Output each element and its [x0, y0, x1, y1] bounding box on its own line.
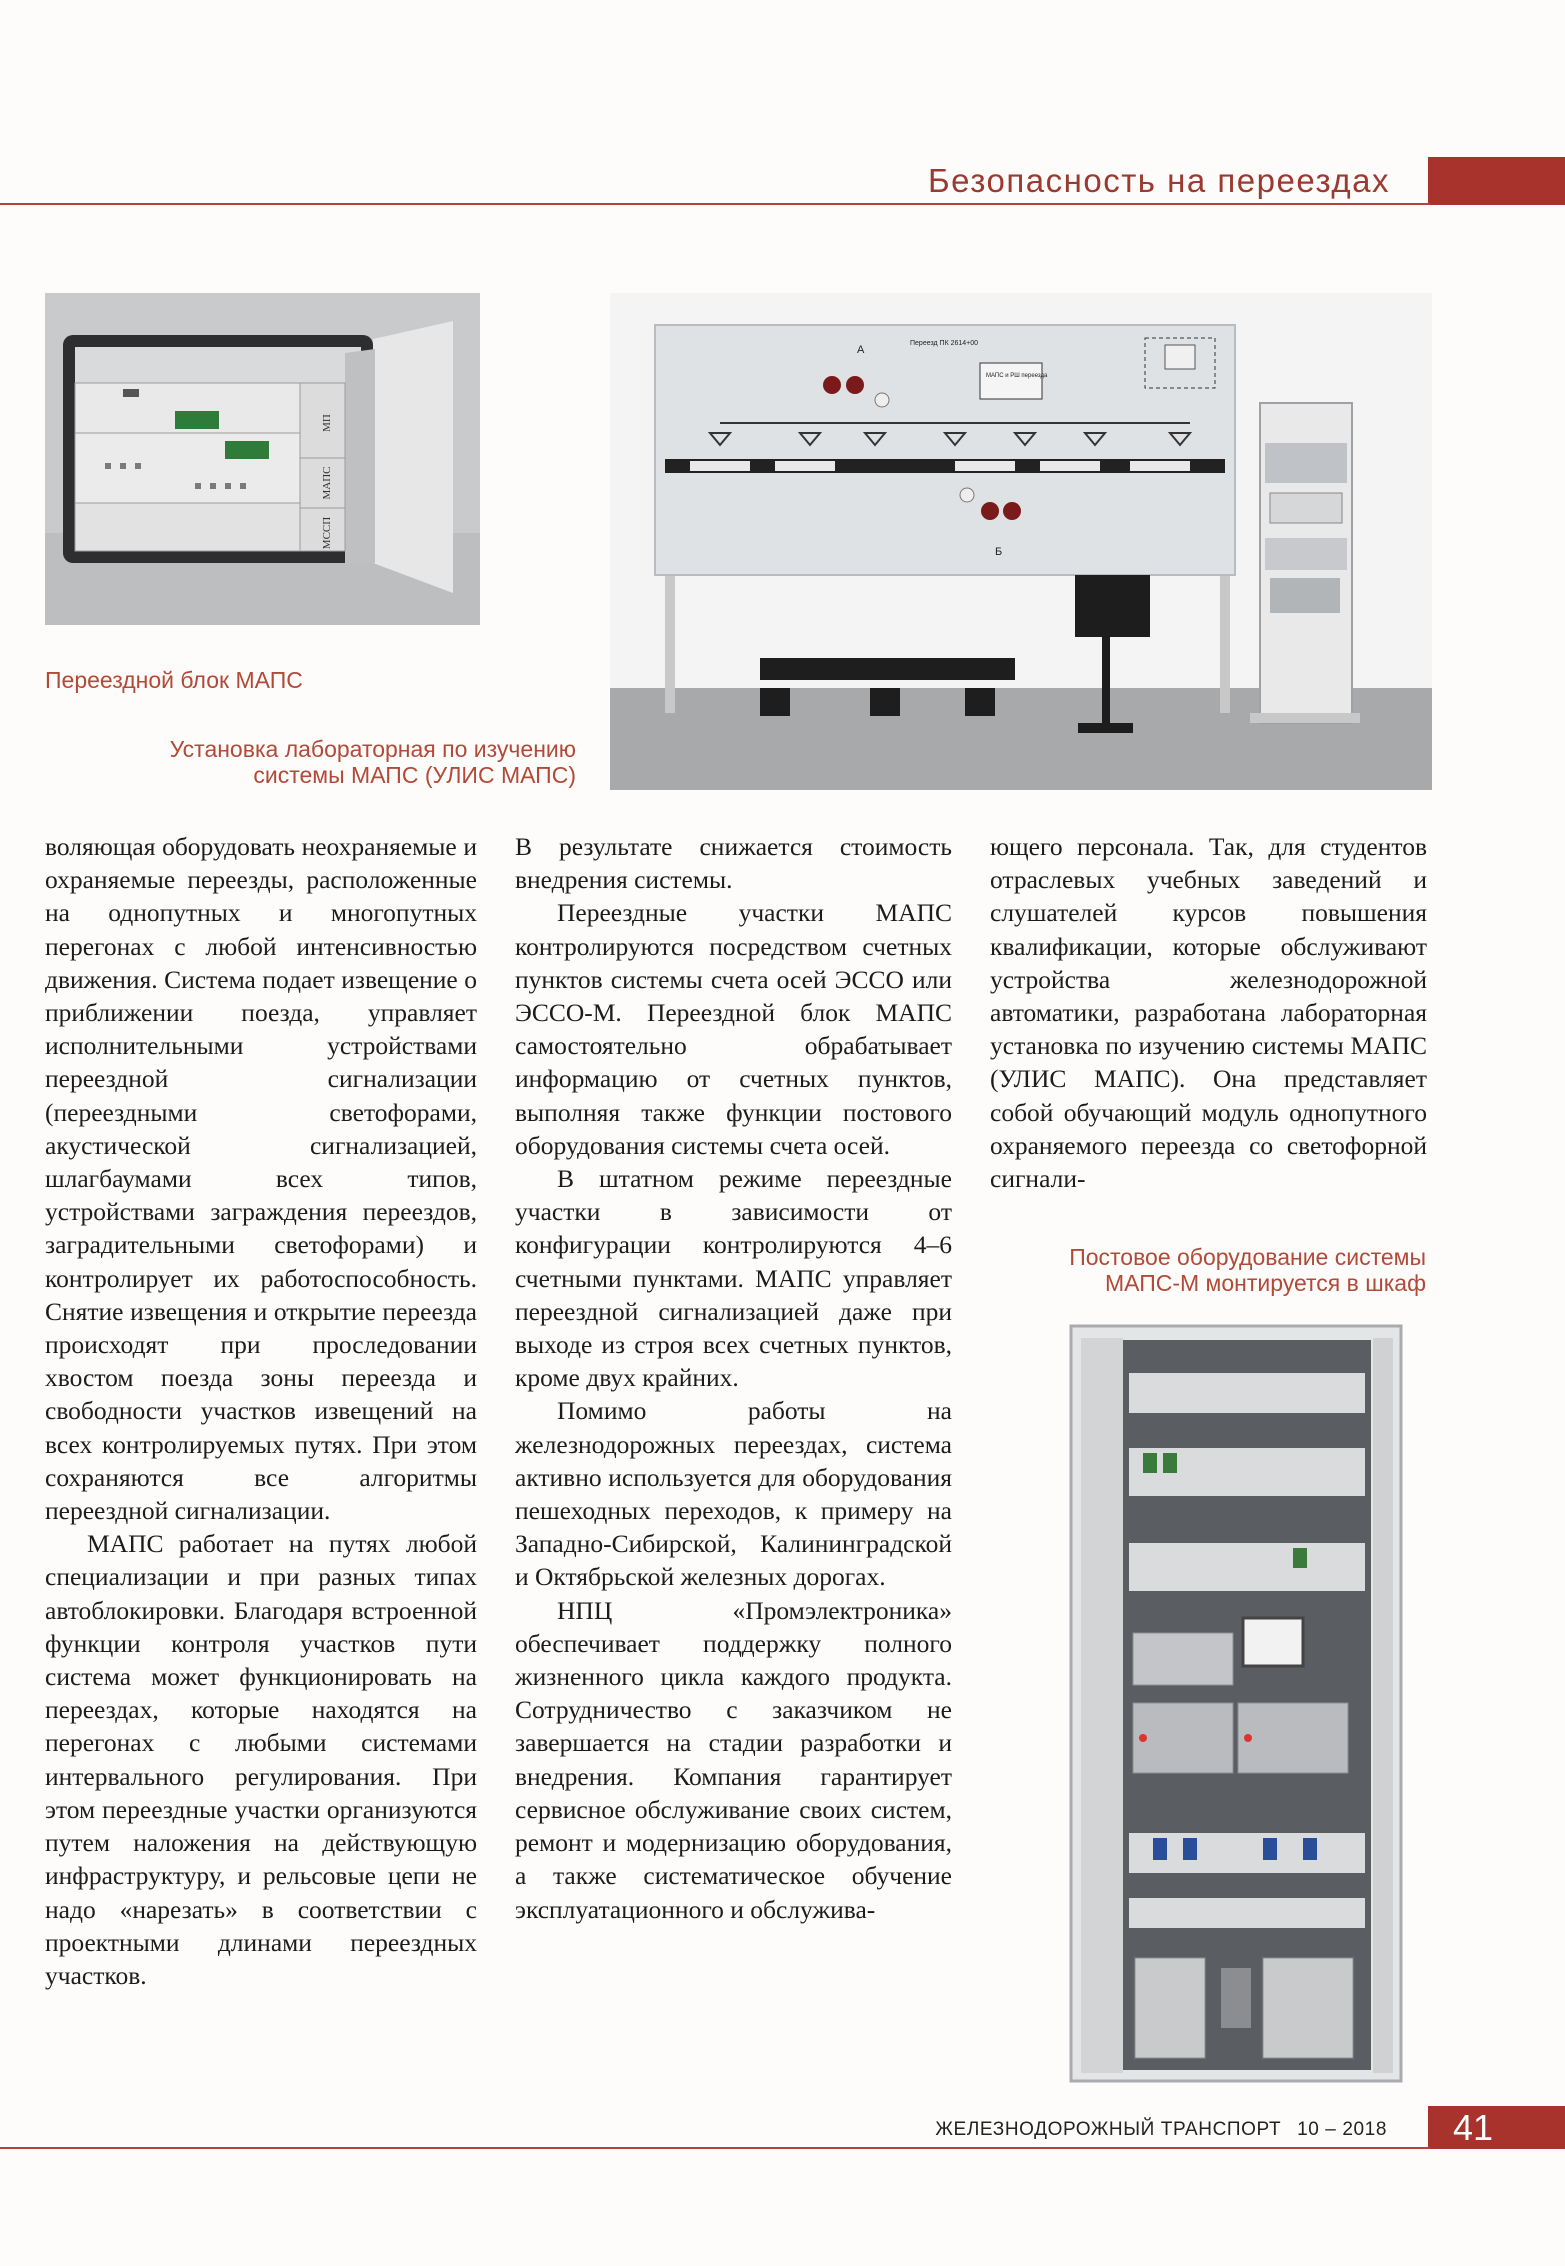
header-rule [0, 203, 1430, 205]
journal-issue: 10 – 2018 [1297, 2119, 1387, 2140]
block-label-mssp: МССП [321, 516, 333, 550]
text-column-2 [515, 830, 952, 1926]
block-label-mp: МП [321, 414, 333, 432]
col2-paragraph-4: Помимо работы на железнодорожных переездах, система активно используется для оборудования пешеходных переходов, к примеру на Западно-Сибирской, Калининградской и Октябрьской железных дорогах. [515, 1396, 952, 1592]
panel-box-label: МАПС и РШ переезда [986, 373, 1048, 379]
caption-lab-line-2: системы МАПС (УЛИС МАПС) [253, 762, 576, 788]
page-number: 41 [1452, 2107, 1494, 2148]
cabinet-photo [1063, 1318, 1423, 2088]
caption-maps-block: Переездной блок МАПС [45, 667, 303, 693]
col2-paragraph-1: В результате снижается стоимость внедрения системы. [515, 832, 952, 895]
col2-paragraph-2: Переездные участки МАПС контролируются посредством счетных пунктов системы счета осей ЭССО или ЭССО-М. Переездной блок МАПС самостоятельно обрабатывает информацию от счетных пунктов, выполняя также функции постового оборудования системы счета осей. [515, 898, 952, 1160]
text-column-3 [990, 830, 1427, 1195]
section-title: Безопасность на переездах [928, 162, 1390, 199]
journal-name: ЖЕЛЕЗНОДОРОЖНЫЙ ТРАНСПОРТ [935, 2119, 1282, 2140]
col2-paragraph-3: В штатном режиме переездные участки в зависимости от конфигурации контролируются 4–6 счетными пунктами. МАПС управляет переездной сигнализацией даже при выходе из строя всех счетных пунктов, кроме двух крайних. [515, 1164, 952, 1393]
footer-rule [0, 2147, 1430, 2149]
caption-cabinet-line-1: Постовое оборудование системы [1069, 1244, 1426, 1270]
col1-paragraph-1: воляющая оборудовать неохраняемые и охраняемые переезды, расположенные на однопутных и многопутных перегонах с любой интенсивностью движения. Система подает извещение о приближении поезда, управляет исполнительными устройствами переездной сигнализации (переездными светофорами, акустической сигнализацией, шлагбаумами всех типов, устройствами заграждения переездов, заградительными светофорами) и контролирует их работоспособность. Снятие извещения и открытие переезда происходят при проследовании хвостом поезда зоны переезда и свободности участков извещений на всех контролируемых путях. При этом сохраняются все алгоритмы переездной сигнализации. [45, 832, 477, 1526]
caption-lab-line-1: Установка лабораторная по изучению [169, 736, 576, 762]
maps-block-photo [45, 293, 480, 625]
panel-point-a: А [857, 344, 865, 356]
text-column-1 [45, 830, 477, 1992]
footer-journal [935, 2119, 1387, 2141]
caption-cabinet-line-2: МАПС-М монтируется в шкаф [1104, 1270, 1426, 1296]
header-accent-tab [1428, 157, 1565, 205]
col3-paragraph-1: ющего персонала. Так, для студентов отраслевых учебных заведений и слушателей курсов повышения квалификации, которые обслуживают устройства железнодорожной автоматики, разработана лабораторная установка по изучению системы МАПС (УЛИС МАПС). Она представляет собой обучающий модуль однопутного охраняемого переезда со светофорной сигнали- [990, 832, 1427, 1194]
col1-paragraph-2: МАПС работает на путях любой специализации и при разных типах автоблокировки. Благодаря встроенной функции контроля участков пути система может функционировать на переездах, которые находятся на перегонах с любыми системами интервального регулирования. При этом переездные участки организуются путем наложения на действующую инфраструктуру, и рельсовые цепи не надо «нарезать» в соответствии с проектными длинами переездных участков. [45, 1529, 477, 1990]
lab-stand-photo [610, 293, 1432, 790]
caption-cabinet [1000, 1244, 1426, 1296]
block-label-maps: МАПС [321, 466, 333, 500]
panel-title: Переезд ПК 2614+00 [910, 340, 979, 347]
col2-paragraph-5: НПЦ «Промэлектроника» обеспечивает поддержку полного жизненного цикла каждого продукта. Сотрудничество с заказчиком не завершается на стадии разработки и внедрения. Компания гарантирует сервисное обслуживание своих систем, ремонт и модернизацию оборудования, а также систематическое обучение эксплуатационного и обслужива- [515, 1595, 952, 1924]
caption-lab-stand [130, 736, 576, 788]
panel-point-b: Б [995, 546, 1003, 558]
